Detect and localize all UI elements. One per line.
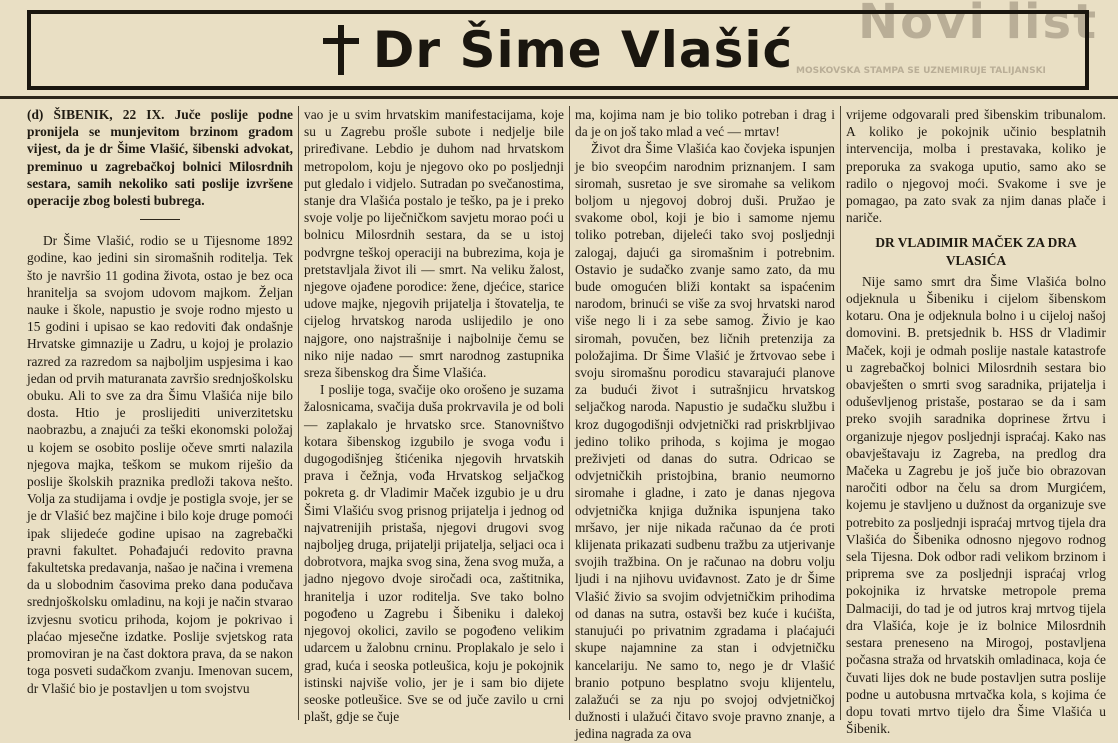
column-4 <box>840 106 1111 737</box>
column-2 <box>298 106 569 725</box>
paragraph-macek: Nije samo smrt dra Šime Vlašića bolno odjeknula u Šibeniku i cijelom šibenskom kotaru. Ona je odjeknula bolno i u cijeloj našoj domovini. B. pretsjednik b. HSS dr Vladimir Maček, koji je odmah poslije nastale katastrofe u zagrebačkoj bolnici Milosrdnih sestara bio obavješten o smrti svog saradnika, prijatelja i oduševljenog pristaše, postarao se da i sam preko svojih saradnika doprinese žrtvu i organizuje njegov posljednji ispraćaj. Kako nas obavještavaju iz Zagreba, na predlog dra Mačeka u Zagrebu je još juče bio obrazovan naročiti odbor na čelu sa drom Murgićem, kojemu je stavljeno u dužnost da organizuje sve potrebito za posljednji ispraćaj mrtvog tijela dra Vlašića do Šibenika odnosno njegovo rodnog sela Tijesna. Dok odbor radi velikom brzinom i priprema sve za posljednji ispraćaj vrlog pokojnika iz hrvatske metropole prema Dalmaciji, do tad je od jutros kraj mrtvog tijela dra Vlašića, koje je iz bolnice Milosrdnih sestara preneseno na Mirogoj, postavljena počasna straža od hrvatskih omladinaca, koja će čuvati lijes dok ne bude postavljen sutra poslije podne u autobusna mrtvačka kola, s kojima će dopu tovati mrtvo tijelo dra Šime Vlašića u Šibenik. <box>846 273 1106 737</box>
subheading-macek: DR VLADIMIR MAČEK ZA DRA VLASIĆA <box>875 235 1077 268</box>
article-columns <box>27 106 1118 742</box>
paragraph-mourning: I poslije toga, svačije oko orošeno je suzama žalosnicama, svačija duša prokrvavila je od boli — zaplakalo je hrvatsko srce. Stanovništvo kotara šibenskog izgubilo je svoga vođu i dugogodišnjeg štićenika njegovih hrvatskih prava i čežnja, vođa Hrvatskog seljačkog pokreta g. dr Vladimir Maček izgubio je u dru Šimi Vlašiću svog prisnog prijatelja i jednog od najvatrenijih pristaša, njegovi drugovi svog najboljeg druga, prijatelji prijatelja, seljaci oca i dobrotvora, majka svog sina, žena svog muža, a jadno njegovo dvoje siročadi oca, zaštitnika, hranitelja i uzor roditelja. Sve tako bolno pogođeno u Zagrebu i Šibeniku i dalekoj njegovoj okolici, zavilo se pogođeno velikim udarcem u žalobnu crninu. Proplakalo je selo i grad, kuća i seoska potleušica, koju je pokojnik istinski najviše volio, jer je i sam bio dijete seoske potleušice. Sve se od juče zavilo u crni plašt, gdje se čuje <box>304 382 564 725</box>
paragraph-help: vrijeme odgovarali pred šibenskim tribunalom. A koliko je pokojnik učinio besplatnih intervencija, molba i prestavaka, koliko je preporuka za svakoga uputio, samo ako se radilo o njegovoj moći. Svakome i sve je pomagao, pa zato svak za njim danas plače i nariče. <box>846 107 1106 226</box>
masthead-ghost-subline: MOSKOVSKA STAMPA SE UZNEMIRUJE TALIJANSKI <box>796 66 1046 76</box>
obituary-headline-box <box>27 10 1089 90</box>
page-title: Dr Šime Vlašić <box>372 21 794 79</box>
masthead-ghost-title: Novi list <box>858 0 1099 50</box>
lead-paragraph: (d) ŠIBENIK, 22 IX. Juče poslije podne pronijela se munjevitom brzinom gradom vijest, da je dr Šime Vlašić, šibenski advokat, preminuo u zagrebačkoj bolnici Milosrdnih sestara, samih nekoliko sati poslije izvršene operacije zbog bolesti bubrega. <box>27 107 293 209</box>
paragraph-biography: Dr Šime Vlašić, rodio se u Tijesnome 1892 godine, kao jedini sin siromašnih roditelja. Tek što je navršio 11 godina života, ostao je bez oca hranitelja sa svojom udovom majkom. Željan nauke i škole, napustio je svoje rodno mjesto u 15 godini i upisao se kao redoviti đak ondašnje Hrvatske gimnazije u Zadru, u kojoj je prolazio razred za razredom sa najboljim uspjesima i kao jedan od prvih maturanata završio srednjoškolsku obuku. Ali to sve za dra Šimu Vlašića nije bilo dosta. Htio je proslijediti univerzitetsku naobrazbu, a znajući za teški ekonomski položaj u kojem se osobito poslije očeve smrti nalazila njegova majka, teškom se mukom riješio da poslije školskih praznika predloži takova nešto. Volja za studijama i ovdje je postigla svoje, jer se je dr Vlašić bez majčine i bilo koje druge pomoći ipak slijedeće godine upisao na zagrebački pravni fakultet. Pohađajući redovito pravna fakultetska predavanja, našao je načina i vremena da u slobodnim časovima preko dana podučava srednjoškolsku omladinu, na koji je način stvarao izvjesnu svoticu prihoda, kojom je pokrivao i plaćao mjesečne izdatke. Poslije svjetskog rata promoviran je na čast doktora prava, da se nakon toga posveti sudačkom zvanju. Imenovan sucem, dr Vlašić bio je postavljen u tom svojstvu <box>27 233 293 696</box>
paragraph-young: ma, kojima nam je bio toliko potreban i drag i da je on još tako mlad a već — mrtav! <box>575 107 835 140</box>
paragraph-illness: vao je u svim hrvatskim manifestacijama, koje su u Zagrebu prošle subote i nedjelje bile priređivane. Lebdio je duhom nad hrvatskom metropolom, koju je njegovo oko po posljednji put gledalo i vidjelo. Sutradan po svečanostima, stanje dra Vlašića postalo je teško, pa je i preko svoje volje po liječničkom savjetu morao poći u bolnicu Milosrdnih sestara, da se u istoj podvrgne teškoj operaciji na bubrezima, koja je pretstavljala život ili — smrt. Na veliku žalost, njegove ojađene porodice: žene, djećice, starice udove majke, njegovih prijatelja i štovatelja, te cijelog hrvatskog naroda uslijedilo je ono najgore, ono najstrašnije i najbolnije čemu se niko nije nadao — smrt narodnog zastupnika sreza šibenskog dra Šime Vlašića. <box>304 107 564 381</box>
column-1 <box>27 106 298 720</box>
section-separator <box>140 219 180 220</box>
cross-icon <box>323 25 357 75</box>
header-divider <box>0 96 1118 99</box>
paragraph-life: Život dra Šime Vlašića kao čovjeka ispunjen je bio sveopćim narodnim priznanjem. I sam siromah, susretao je sve siromahe sa velikom boljom u njegovoj dobroj duši. Pružao je svakome obol, koji je bio i samome njemu toliko potreban, dijeleći tako svoj posljednji zalogaj, dajući ga siromašnim i potrebnim. Ostavio je sudačko zvanje samo zato, da mu bude omogućen bliži kontakt sa ispaćenim narodom, brinući se više za svoj hrvatski narod više nego li i za sebe samog. Živio je kao siromah, povučen, bez ličnih pretenzija za položajima. Dr Šime Vlašić je žrtvovao sebe i svoju siromašnu porodicu stavarajući planove za budući život i sutrašnjicu hrvatskog seljačkog naroda. Napustio je sudačku službu i kroz dugogodišnji odvjetnički rad priskrbljivao jedino toliko prihoda, s kojima je mogao preživjeti od danas do sutra. Odricao se odvjetničkih pristojbina, branio neumorno siromahe i gladne, i zato je danas njegova odvjetnička knjiga dužnika ispunjena tako mršavo, jer nije nikada računao da će proti klijenata prikazati sudbenu tražbu za utjerivanje svojih tražbina. On je računao na dobru volju ljudi i na njihovu uviđavnost. Zato je dr Šime Vlašić živio sa svojim odvjetničkim prihodima od danas na sutra, ostavši bez kuće i kućišta, stanujući po privatnim zgradama i plaćajući skupe najamnine za stan i odvjetničku kancelariju. Ne samo to, nego je dr Vlašić branio potpuno besplatno svoju klijentelu, zalažući se za nju po svojoj odvjetničkoj dužnosti i ulažući čitavo svoje pravno znanje, a jedina nagrada za ova <box>575 141 835 742</box>
column-3 <box>569 106 840 742</box>
